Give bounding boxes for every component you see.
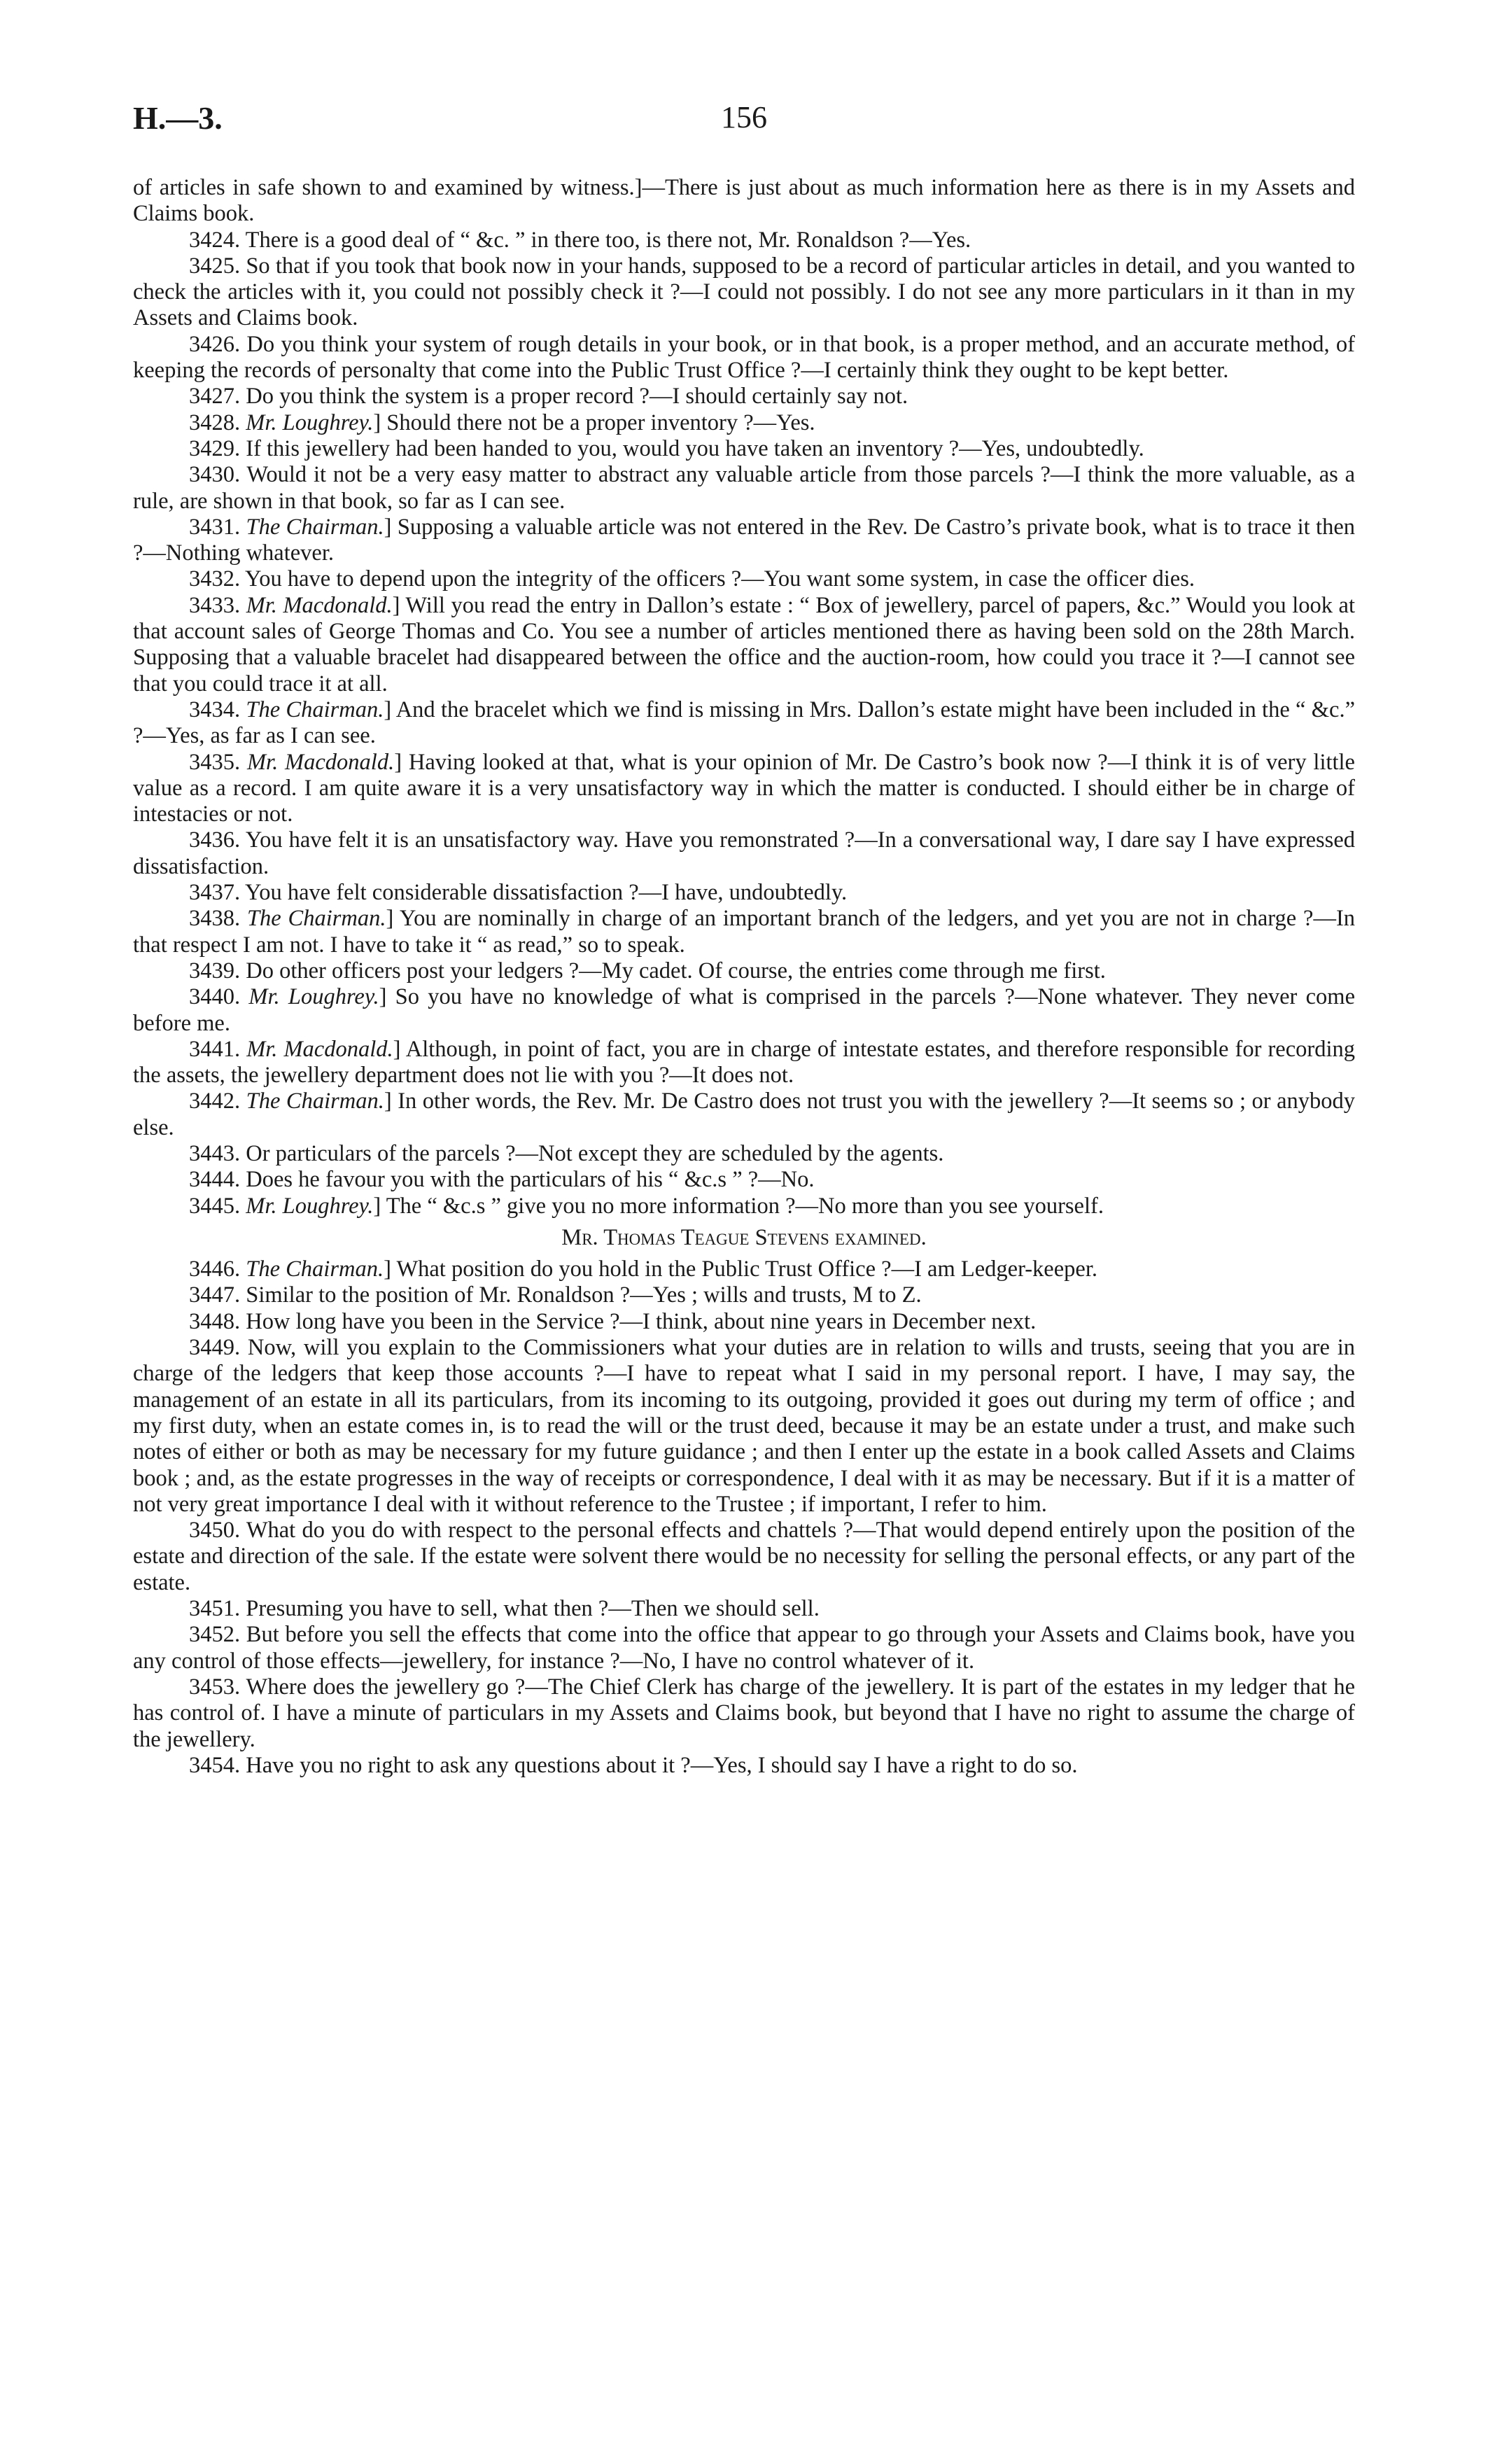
testimony-paragraph: of articles in safe shown to and examined by witness.]—There is just about as much information here as there is in my Assets and Claims book.: [133, 175, 1355, 227]
testimony-paragraph: 3429. If this jewellery had been handed to you, would you have taken an inventory ?—Yes, undoubtedly.: [189, 435, 1144, 461]
testimony-paragraph: 3440. Mr. Loughrey.] So you have no knowledge of what is comprised in the parcels ?—None whatever. They never come before me.: [133, 984, 1356, 1036]
testimony-paragraph: 3436. You have felt it is an unsatisfactory way. Have you remonstrated ?—In a conversational way, I dare say I have expressed dissatisfaction.: [133, 827, 1355, 879]
testimony-paragraph: 3430. Would it not be a very easy matter to abstract any valuable article from those parcels ?—I think the more valuable, as a rule, are shown in that book, so far as I can see.: [133, 462, 1355, 514]
testimony-paragraph: 3435. Mr. Macdonald.] Having looked at that, what is your opinion of Mr. De Castro’s book now ?—I think it is of very little value as a record. I am quite aware it is a very unsatisfactory way in which the matter is conducted. I should either be in charge of intestacies or not.: [133, 749, 1355, 827]
speaker-name: The Chairman.: [246, 1256, 384, 1282]
testimony-paragraph: 3426. Do you think your system of rough details in your book, or in that book, is a proper method, and an accurate method, of keeping the records of personalty that come into the Public Trust Office ?—I certainly think they ought to be kept better.: [133, 331, 1355, 384]
examination-stevens: [133, 1256, 1355, 1779]
testimony-paragraph: 3425. So that if you took that book now in your hands, supposed to be a record of particular articles in detail, and you wanted to check the articles with it, you could not possibly check it ?—I could not possibly. I do not see any more particulars in it than in my Assets and Claims book.: [133, 253, 1355, 331]
speaker-name: The Chairman.: [246, 514, 384, 540]
testimony-paragraph: 3454. Have you no right to ask any questions about it ?—Yes, I should say I have a right to do so.: [189, 1752, 1078, 1778]
speaker-name: Mr. Loughrey.: [246, 1193, 374, 1219]
testimony-paragraph: 3449. Now, will you explain to the Commissioners what your duties are in relation to wills and trusts, seeing that you are in charge of the ledgers that keep those accounts ?—I have to repeat what I said in my personal report. I have, I may say, the management of an estate in all its particulars, from its incoming to its outgoing, provided it goes out during my term of office ; and my first duty, when an estate comes in, is to read the will or the trust deed, because it may be an estate under a trust, and make such notes of either or both as may be necessary for my future guidance ; and then I enter up the estate in a book called Assets and Claims book ; and, as the estate progresses in the way of receipts or correspondence, I deal with it as may be necessary. But if it is a matter of not very great importance I deal with it without reference to the Trustee ; if important, I refer to him.: [133, 1335, 1355, 1517]
testimony-paragraph: 3453. Where does the jewellery go ?—The Chief Clerk has charge of the jewellery. It is part of the estates in my ledger that he has control of. I have a minute of particulars in my Assets and Claims book, but beyond that I have no right to assume the charge of the jewellery.: [133, 1674, 1355, 1752]
testimony-paragraph: 3445. Mr. Loughrey.] The “ &c.s ” give you no more information ?—No more than you see yourself.: [189, 1193, 1104, 1219]
testimony-paragraph: 3441. Mr. Macdonald.] Although, in point of fact, you are in charge of intestate estates, and therefore responsible for recording the assets, the jewellery department does not lie with you ?—It does not.: [133, 1036, 1355, 1088]
document-reference: H.—3.: [133, 100, 223, 136]
examination-ronaldson: [133, 175, 1355, 1219]
testimony-paragraph: 3446. The Chairman.] What position do you hold in the Public Trust Office ?—I am Ledger-keeper.: [189, 1256, 1097, 1282]
testimony-paragraph: 3442. The Chairman.] In other words, the Rev. Mr. De Castro does not trust you with the jewellery ?—It seems so ; or anybody else.: [133, 1088, 1356, 1140]
speaker-name: Mr. Macdonald.: [246, 749, 395, 775]
speaker-name: Mr. Macdonald.: [246, 1036, 393, 1062]
testimony-paragraph: 3424. There is a good deal of “ &c. ” in there too, is there not, Mr. Ronaldson ?—Yes.: [189, 227, 971, 253]
speaker-name: Mr. Macdonald.: [246, 592, 393, 618]
testimony-paragraph: 3431. The Chairman.] Supposing a valuable article was not entered in the Rev. De Castro’s private book, what is to trace it then ?—Nothing whatever.: [133, 514, 1355, 566]
testimony-paragraph: 3444. Does he favour you with the particulars of his “ &c.s ” ?—No.: [189, 1167, 815, 1193]
testimony-paragraph: 3452. But before you sell the effects that come into the office that appear to go through your Assets and Claims book, have you any control of those effects—jewellery, for instance ?—No, I have no control whatever of it.: [133, 1622, 1355, 1674]
witness-heading: Mr. Thomas Teague Stevens examined.: [561, 1224, 927, 1250]
testimony-paragraph: 3432. You have to depend upon the integrity of the officers ?—You want some system, in case the officer dies.: [189, 566, 1195, 592]
page-number: 156: [721, 100, 767, 134]
speaker-name: The Chairman.: [246, 1088, 384, 1114]
testimony-paragraph: 3433. Mr. Macdonald.] Will you read the entry in Dallon’s estate : “ Box of jewellery, parcel of papers, &c.” Would you look at that account sales of George Thomas and Co. You see a number of articles mentioned there as having been sold on the 28th March. Supposing that a valuable bracelet had disappeared between the office and the auction-room, how could you trace it ?—I cannot see that you could trace it at all.: [133, 592, 1355, 696]
speaker-name: The Chairman.: [246, 906, 386, 932]
document-body: [133, 175, 1355, 1779]
testimony-paragraph: 3428. Mr. Loughrey.] Should there not be a proper inventory ?—Yes.: [189, 410, 815, 435]
testimony-paragraph: 3438. The Chairman.] You are nominally in charge of an important branch of the ledgers, and yet you are not in charge ?—In that respect I am not. I have to take it “ as read,” so to speak.: [133, 906, 1356, 958]
testimony-paragraph: 3427. Do you think the system is a proper record ?—I should certainly say not.: [189, 384, 908, 410]
testimony-paragraph: 3447. Similar to the position of Mr. Ronaldson ?—Yes ; wills and trusts, M to Z.: [189, 1282, 922, 1308]
testimony-paragraph: 3434. The Chairman.] And the bracelet which we find is missing in Mrs. Dallon’s estate might have been included in the “ &c.” ?—Yes, as far as I can see.: [133, 696, 1355, 749]
testimony-paragraph: 3437. You have felt considerable dissatisfaction ?—I have, undoubtedly.: [189, 880, 848, 906]
speaker-name: Mr. Loughrey.: [246, 410, 374, 435]
testimony-paragraph: 3439. Do other officers post your ledgers ?—My cadet. Of course, the entries come through me first.: [189, 958, 1106, 983]
speaker-name: Mr. Loughrey.: [248, 984, 379, 1010]
testimony-paragraph: 3448. How long have you been in the Service ?—I think, about nine years in December next.: [189, 1308, 1037, 1334]
testimony-paragraph: 3443. Or particulars of the parcels ?—Not except they are scheduled by the agents.: [189, 1140, 944, 1166]
testimony-paragraph: 3451. Presuming you have to sell, what then ?—Then we should sell.: [189, 1596, 820, 1622]
page-header: [133, 99, 1355, 148]
speaker-name: The Chairman.: [246, 696, 384, 722]
testimony-paragraph: 3450. What do you do with respect to the personal effects and chattels ?—That would depend entirely upon the position of the estate and direction of the sale. If the estate were solvent there would be no necessity for selling the personal effects, or any part of the estate.: [133, 1518, 1355, 1595]
